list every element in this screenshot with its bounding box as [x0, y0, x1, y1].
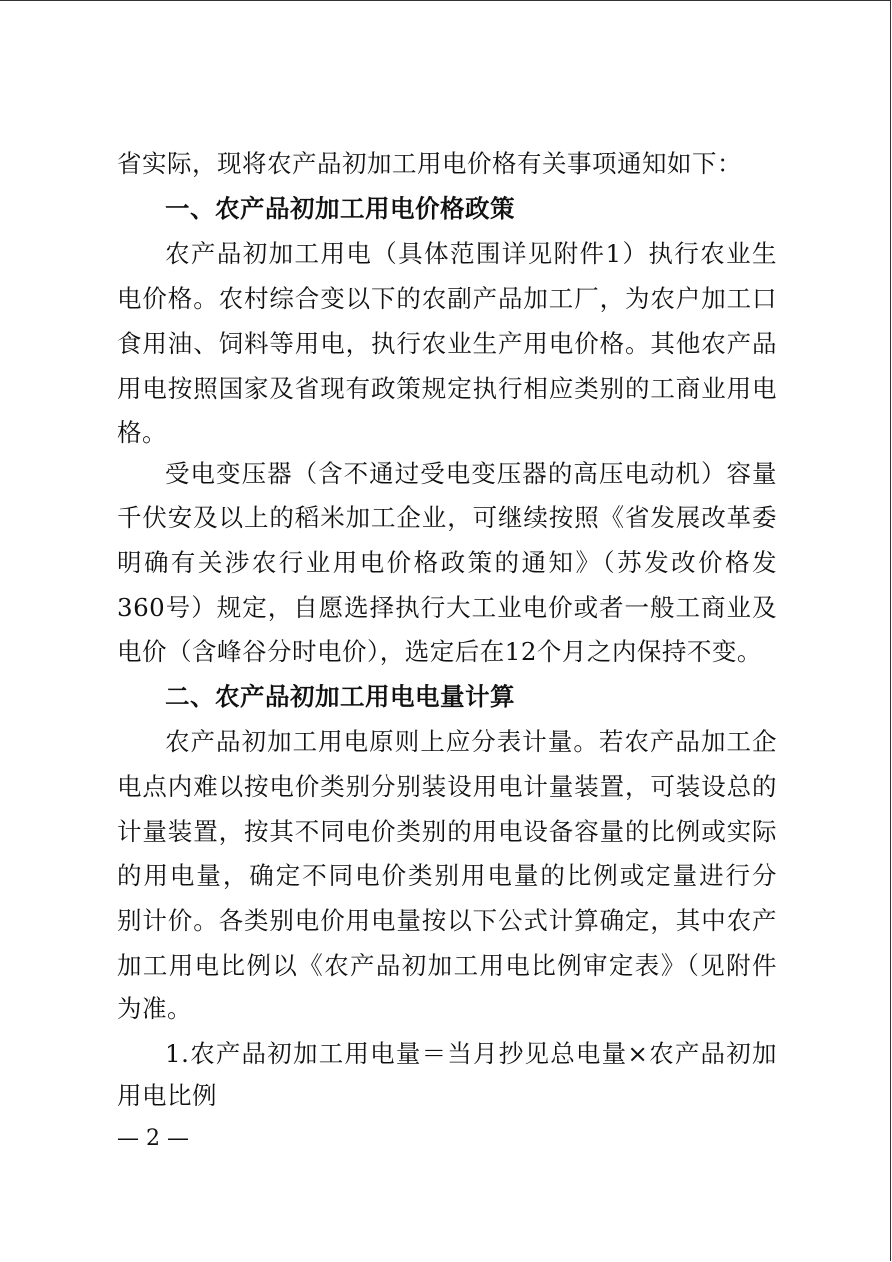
paragraph-line: 农产品初加工用电（具体范围详见附件1）执行农业生	[165, 239, 777, 268]
paragraph-line: 食用油、饲料等用电，执行农业生产用电价格。其他农产品	[117, 329, 777, 358]
paragraph-line: 用电按照国家及省现有政策规定执行相应类别的工商业用电	[117, 374, 777, 403]
paragraph-line: 电点内难以按电价类别分别装设用电计量装置，可装设总的	[117, 772, 777, 801]
paragraph-line: 明确有关涉农行业用电价格政策的通知》（苏发改价格发	[117, 548, 777, 577]
paragraph-line: 农产品初加工用电原则上应分表计量。若农产品加工企	[165, 727, 777, 756]
paragraph-line: 的用电量，确定不同电价类别用电量的比例或定量进行分	[117, 861, 777, 890]
paragraph-line: 别计价。各类别电价用电量按以下公式计算确定，其中农产	[117, 906, 777, 935]
paragraph-line: 格。	[117, 418, 167, 447]
paragraph-line: 用电比例	[117, 1081, 217, 1110]
paragraph-line: 1.农产品初加工用电量＝当月抄见总电量×农产品初加	[165, 1039, 777, 1068]
section-heading-2: 二、农产品初加工用电电量计算	[165, 682, 515, 711]
paragraph-line: 省实际，现将农产品初加工用电价格有关事项通知如下：	[117, 149, 742, 178]
paragraph-line: 加工用电比例以《农产品初加工用电比例审定表》（见附件	[117, 951, 777, 980]
paragraph-line: 360号）规定，自愿选择执行大工业电价或者一般工商业及	[117, 593, 777, 622]
paragraph-line: 电价（含峰谷分时电价），选定后在12个月之内保持不变。	[117, 637, 762, 666]
paragraph-line: 电价格。农村综合变以下的农副产品加工厂，为农户加工口	[117, 284, 777, 313]
paragraph-line: 受电变压器（含不通过受电变压器的高压电动机）容量	[165, 459, 777, 488]
paragraph-line: 计量装置，按其不同电价类别的用电设备容量的比例或实际	[117, 817, 777, 846]
section-heading-1: 一、农产品初加工用电价格政策	[165, 194, 515, 223]
paragraph-line: 千伏安及以上的稻米加工企业，可继续按照《省发展改革委	[117, 503, 777, 532]
paragraph-line: 为准。	[117, 994, 192, 1023]
page-number: — 2 —	[117, 1126, 189, 1151]
